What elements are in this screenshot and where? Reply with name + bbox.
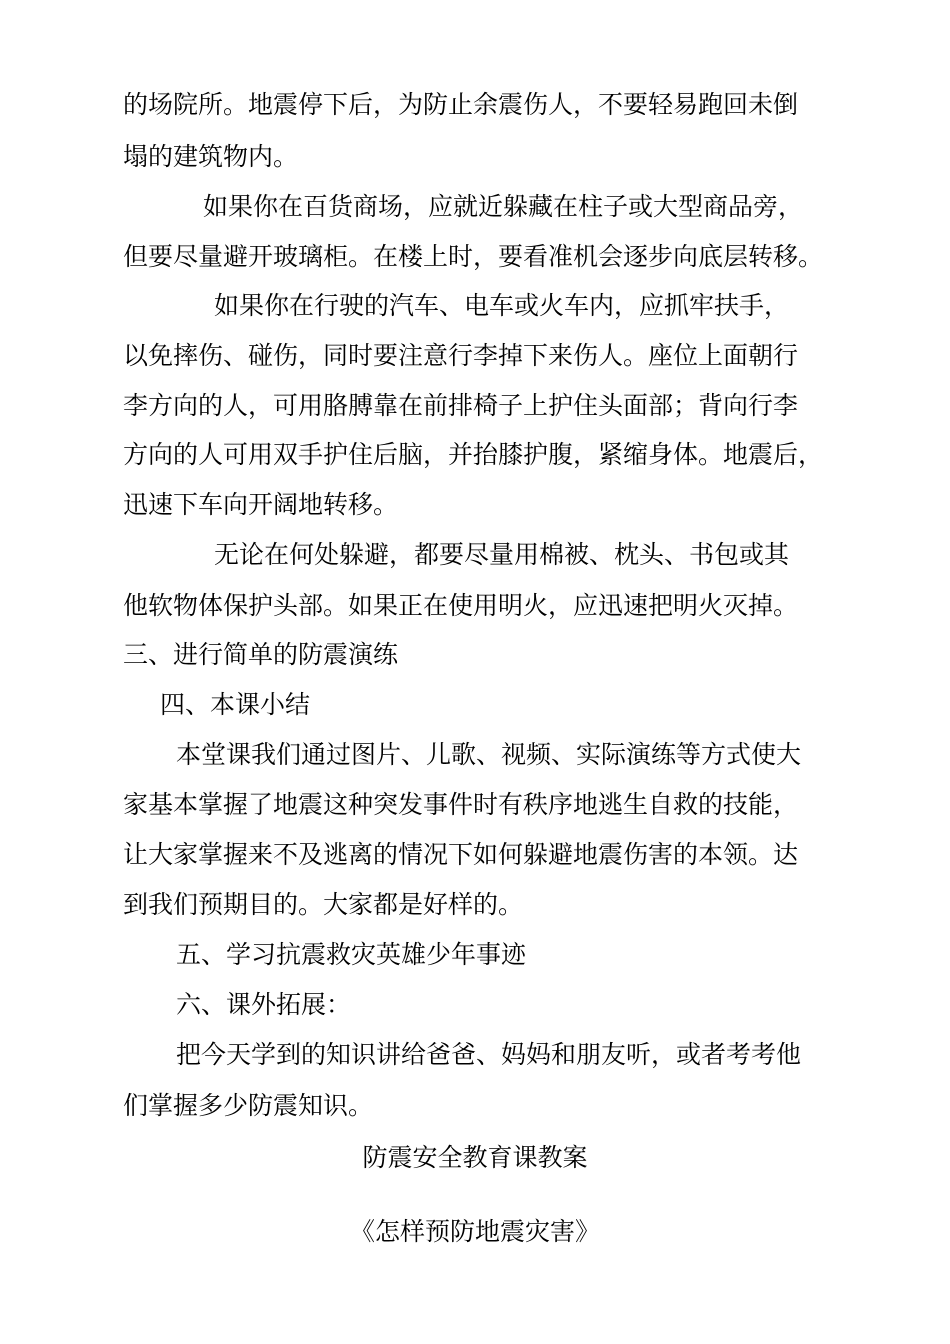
text-line: 但要尽量避开玻璃柜。在楼上时，要看准机会逐步向底层转移。 xyxy=(123,242,824,271)
text-line: 把今天学到的知识讲给爸爸、妈妈和朋友听，或者考考他 xyxy=(176,1040,802,1069)
text-line: 迅速下车向开阔地转移。 xyxy=(123,490,399,519)
text-line: 方向的人可用双手护住后脑，并抬膝护腹，紧缩身体。地震后， xyxy=(123,440,824,469)
text-line: 的场院所。地震停下后，为防止余震伤人，不要轻易跑回未倒 xyxy=(123,90,799,119)
text-line: 本堂课我们通过图片、儿歌、视频、实际演练等方式使大 xyxy=(176,740,802,769)
section-heading: 三、进行简单的防震演练 xyxy=(123,640,399,669)
text-line: 李方向的人，可用胳膊靠在前排椅子上护住头面部；背向行李 xyxy=(123,391,799,420)
text-line: 他软物体保护头部。如果正在使用明火，应迅速把明火灭掉。 xyxy=(123,591,799,620)
text-line: 到我们预期目的。大家都是好样的。 xyxy=(123,890,524,919)
text-line: 以免摔伤、碰伤，同时要注意行李掉下来伤人。座位上面朝行 xyxy=(123,341,799,370)
document-title: 防震安全教育课教案 xyxy=(362,1143,588,1172)
text-line: 如果你在百货商场，应就近躲藏在柱子或大型商品旁， xyxy=(203,192,804,221)
text-line: 让大家掌握来不及逃离的情况下如何躲避地震伤害的本领。达 xyxy=(123,840,799,869)
document-subtitle: 《怎样预防地震灾害》 xyxy=(349,1217,600,1246)
section-heading: 五、学习抗震救灾英雄少年事迹 xyxy=(176,940,527,969)
text-line: 家基本掌握了地震这种突发事件时有秩序地逃生自救的技能， xyxy=(123,790,799,819)
text-line: 无论在何处躲避，都要尽量用棉被、枕头、书包或其 xyxy=(214,540,790,569)
section-heading: 六、课外拓展： xyxy=(176,990,352,1019)
text-line: 们掌握多少防震知识。 xyxy=(123,1091,374,1120)
section-heading: 四、本课小结 xyxy=(160,690,311,719)
text-line: 塌的建筑物内。 xyxy=(123,142,299,171)
text-line: 如果你在行驶的汽车、电车或火车内，应抓牢扶手， xyxy=(214,291,790,320)
